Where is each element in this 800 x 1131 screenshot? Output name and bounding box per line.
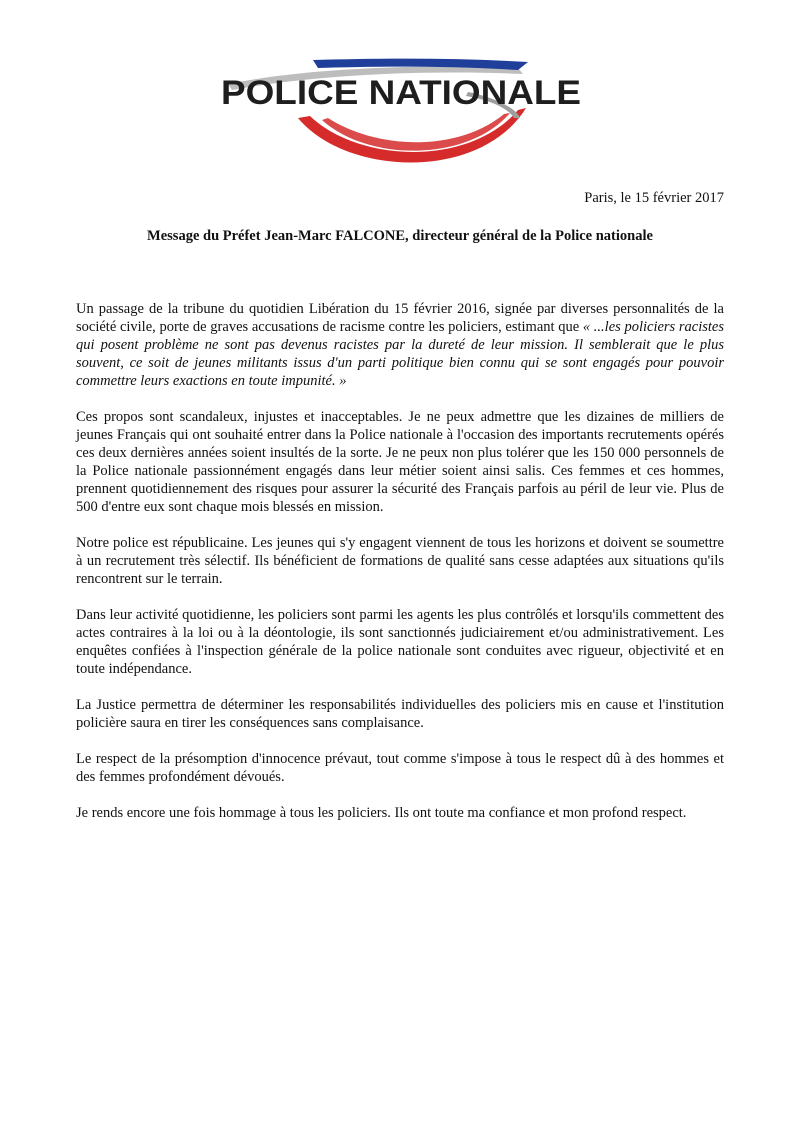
logo-text: POLICE NATIONALE bbox=[221, 74, 581, 112]
paragraph-2: Ces propos sont scandaleux, injustes et inacceptables. Je ne peux admettre que les dizaines de milliers de jeunes Français qui ont souhaité entrer dans la Police nationale à l'occasion des importants recrutements opérés ces deux dernières années soient insultés de la sorte. Je ne peux non plus tolérer que les 150 000 personnels de la Police nationale passionnément engagés dans leur métier soient ainsi salis. Ces femmes et ces hommes, prennent quotidiennement des risques pour assurer la sécurité des Français parfois au péril de leur vie. Plus de 500 d'entre eux sont chaque mois blessés en mission. bbox=[76, 409, 724, 515]
paragraph-6: Le respect de la présomption d'innocence prévaut, tout comme s'impose à tous le respect dû à des hommes et des femmes profondément dévoués. bbox=[76, 751, 724, 785]
police-nationale-emblem bbox=[218, 58, 584, 170]
paragraph-7: Je rends encore une fois hommage à tous les policiers. Ils ont toute ma confiance et mon profond respect. bbox=[76, 805, 687, 821]
message-body bbox=[76, 300, 724, 840]
message-title: Message du Préfet Jean-Marc FALCONE, directeur général de la Police nationale bbox=[147, 228, 653, 244]
paragraph-1-quote: « ...les policiers racistes qui posent problème ne sont pas devenus racistes par la dureté de leur mission. Il semblerait que le plus souvent, ce soit de jeunes militants issus d'un parti politique bien connu qui se sont engagés pour pouvoir commettre leurs exactions en toute impunité. » bbox=[76, 319, 724, 389]
paragraph-4: Dans leur activité quotidienne, les policiers sont parmi les agents les plus contrôlés et lorsqu'ils commettent des actes contraires à la loi ou à la déontologie, ils sont sanctionnés judiciairement et/ou administrativement. Les enquêtes confiées à l'inspection générale de la police nationale sont conduites avec rigueur, objectivité et en toute indépendance. bbox=[76, 607, 724, 677]
police-nationale-logo bbox=[218, 58, 584, 170]
paragraph-1-intro: Un passage de la tribune du quotidien Libération du 15 février 2016, signée par diverses personnalités de la société civile, porte de graves accusations de racisme contre les policiers, estimant que bbox=[76, 301, 724, 335]
date-line: Paris, le 15 février 2017 bbox=[584, 190, 724, 206]
logo-red-swoosh bbox=[298, 108, 526, 163]
paragraph-5: La Justice permettra de déterminer les responsabilités individuelles des policiers mis en cause et l'institution policière saura en tirer les conséquences sans complaisance. bbox=[76, 697, 724, 731]
paragraph-1 bbox=[76, 300, 724, 390]
paragraph-3: Notre police est républicaine. Les jeunes qui s'y engagent viennent de tous les horizons et doivent se soumettre à un recrutement très sélectif. Ils bénéficient de formations de qualité sans cesse adaptées aux situations qu'ils rencontrent sur le terrain. bbox=[76, 535, 724, 587]
